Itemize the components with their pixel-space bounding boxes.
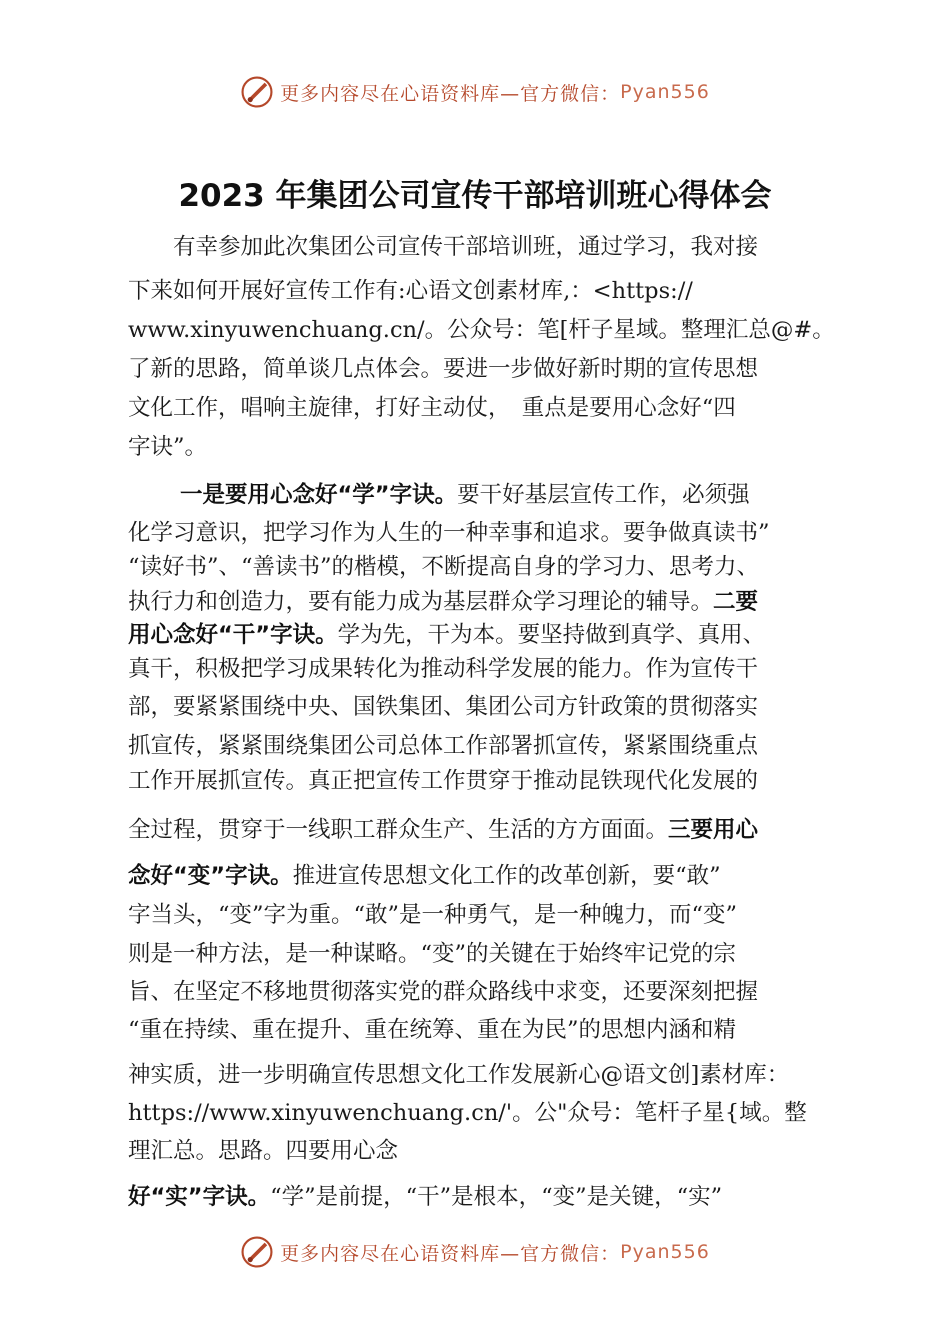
text-line: 神实质，进一步明确宣传思想文化工作发展新心@语文创]素材库： bbox=[128, 1062, 790, 1088]
text-segment: 要干好基层宣传工作，必须强 bbox=[457, 482, 750, 508]
section-two-line bbox=[128, 620, 765, 650]
text-line: 旨、在坚定不移地贯彻落实党的群众路线中求变，还要深刻把握 bbox=[128, 979, 759, 1005]
section-four-line bbox=[128, 1182, 722, 1212]
section-heading: 用心念好“干”字诀。 bbox=[128, 622, 338, 648]
text-line: 真干，积极把学习成果转化为推动科学发展的能力。作为宣传干 bbox=[128, 656, 759, 682]
text-segment: 推进宣传思想文化工作的改革创新，要“敢” bbox=[292, 863, 721, 889]
text-segment: 执行力和创造力，要有能力成为基层群众学习理论的辅导。 bbox=[128, 589, 714, 615]
text-line: 字当头，“变”字为重。“敢”是一种勇气，是一种魄力，而“变” bbox=[128, 902, 738, 928]
text-line: 化学习意识，把学习作为人生的一种幸事和追求。要争做真读书” bbox=[128, 520, 770, 546]
header-banner bbox=[0, 72, 950, 112]
text-line: “重在持续、重在提升、重在统筹、重在为民”的思想内涵和精 bbox=[128, 1017, 737, 1043]
section-heading: 念好“变”字诀。 bbox=[128, 863, 293, 889]
text-line: 理汇总。思路。四要用心念 bbox=[128, 1138, 399, 1164]
section-heading: 好“实”字诀。 bbox=[128, 1184, 271, 1210]
text-line: 部，要紧紧围绕中央、国铁集团、集团公司方针政策的贯彻落实 bbox=[128, 694, 759, 720]
text-line: 工作开展抓宣传。真正把宣传工作贯穿于推动昆铁现代化发展的 bbox=[128, 768, 759, 794]
section-two-start-line bbox=[128, 587, 758, 617]
text-line: https://www.xinyuwenchuang.cn/'。公"众号：笔杆子星{域。整 bbox=[128, 1100, 807, 1126]
text-line: “读好书”、“善读书”的楷模，不断提高自身的学习力、思考力、 bbox=[128, 554, 760, 580]
header-wechat-id: Pyan556 bbox=[620, 81, 710, 103]
text-line: www.xinyuwenchuang.cn/。公众号：笔[杆子星域。整理汇总@#。 bbox=[128, 317, 835, 343]
logo-icon bbox=[240, 1235, 274, 1269]
text-segment: “学”是前提，“干”是根本，“变”是关键，“实” bbox=[270, 1184, 723, 1210]
text-line: 字诀”。 bbox=[128, 434, 208, 460]
text-segment: 全过程，贯穿于一线职工群众生产、生活的方方面面。 bbox=[128, 817, 669, 843]
text-line: 则是一种方法，是一种谋略。“变”的关键在于始终牢记党的宗 bbox=[128, 941, 737, 967]
footer-banner-text: 更多内容尽在心语资料库—官方微信： bbox=[280, 1242, 621, 1265]
logo-icon bbox=[240, 75, 274, 109]
text-line: 下来如何开展好宣传工作有:心语文创素材库,：<https:// bbox=[128, 278, 693, 304]
section-three-line bbox=[128, 861, 721, 891]
section-one-line bbox=[180, 480, 750, 510]
text-line: 文化工作，唱响主旋律，打好主动仗， 重点是要用心念好“四 bbox=[128, 395, 736, 421]
section-three-start-line bbox=[128, 815, 758, 845]
footer-wechat-id: Pyan556 bbox=[620, 1241, 710, 1263]
text-line: 有幸参加此次集团公司宣传干部培训班，通过学习，我对接 bbox=[128, 234, 759, 260]
text-line: 了新的思路，简单谈几点体会。要进一步做好新时期的宣传思想 bbox=[128, 356, 759, 382]
text-line: 抓宣传，紧紧围绕集团公司总体工作部署抓宣传，紧紧围绕重点 bbox=[128, 733, 759, 759]
section-heading: 三要用心 bbox=[668, 817, 759, 843]
text-segment: 学为先，干为本。要坚持做到真学、真用、 bbox=[337, 622, 766, 648]
document-title: 2023 年集团公司宣传干部培训班心得体会 bbox=[178, 178, 772, 214]
section-heading: 一是要用心念好“学”字诀。 bbox=[180, 482, 458, 508]
header-banner-text: 更多内容尽在心语资料库—官方微信： bbox=[280, 82, 621, 105]
footer-banner bbox=[0, 1232, 950, 1272]
section-heading: 二要 bbox=[713, 589, 759, 615]
